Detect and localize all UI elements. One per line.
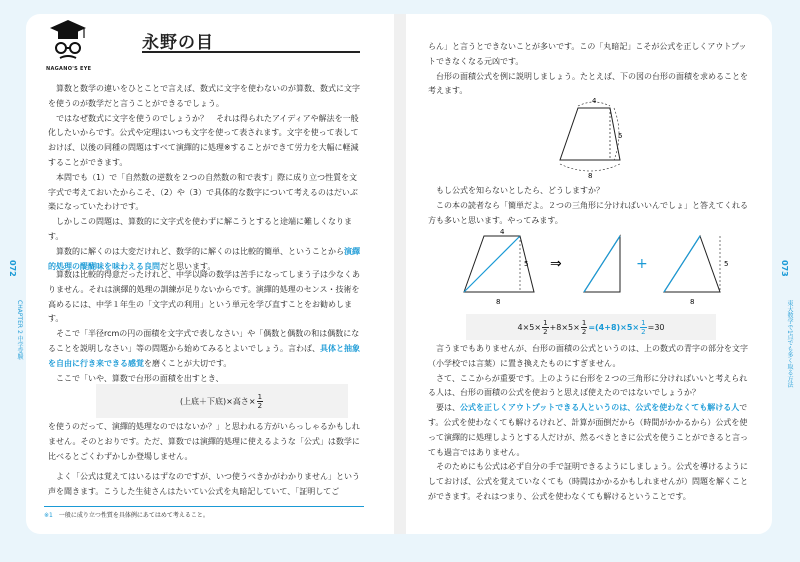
paragraph: ここで「いや、算数で台形の面積を出すとき、: [56, 373, 224, 383]
svg-text:5: 5: [524, 260, 529, 268]
svg-text:4: 4: [500, 228, 505, 236]
fraction-half-blue: $\frac{1}{2}$: [641, 318, 646, 336]
area-formula-box: [466, 314, 716, 340]
paragraph: もし公式を知らないとしたら、どうしますか？: [436, 186, 604, 195]
right-body-top: [428, 40, 754, 99]
paragraph: よく「公式は覚えてはいるはずなのですが、いつ使うべきかがわかりません」という声を聞きます。こうした生徒さんはたいてい公式を丸暗記していて、「証明してご: [48, 472, 360, 497]
svg-text:8: 8: [496, 298, 501, 306]
plus-icon: +: [636, 256, 648, 272]
formula-part: 4×5×: [517, 322, 542, 332]
trapezoid-split-figure: [454, 228, 754, 308]
svg-text:5: 5: [724, 260, 729, 268]
highlight-text: 演繹的処理の醍醐味を味わえる良問: [48, 246, 360, 271]
paragraph: を使うのだって、演繹的処理なのではないか？」と思われる方がいらっしゃるかもしれません。そのとおりです。ただ、算数では演繹的処理に使えるような「公式」は数学に比べるとごくわずかしか登場しません。: [48, 422, 360, 461]
graduation-cap-glasses-icon: [48, 18, 88, 68]
fraction-half: $\frac{1}{2}$: [257, 392, 263, 410]
figure-bottom-label: 8: [588, 172, 593, 180]
fraction-half: $\frac{1}{2}$: [543, 318, 548, 336]
trapezoid-formula-box: [96, 384, 348, 418]
paragraph: [428, 401, 754, 460]
paragraph: この本の読者なら「簡単だよ。２つの三角形に分ければいいんでしょ」と答えてくれる方も多いと思います。やってみます。: [428, 200, 748, 225]
left-page-number: 072: [8, 260, 17, 277]
right-chapter-tab: 東大数学で1点でも多く取る方法: [786, 300, 793, 388]
right-body-middle: [428, 184, 754, 228]
formula-text: (上底＋下底)×高さ×: [179, 396, 256, 406]
right-page-number: 073: [780, 260, 789, 277]
arrow-icon: ⇒: [550, 256, 562, 272]
paragraph: そのためにも公式は必ず自分の手で証明できるようにしましょう。公式を導けるようにしておけば、公式を覚えていなくても（時間はかかるかもしれませんが）問題を解くことができます。それはつまり、公式を使わなくても解けるということです。: [428, 462, 748, 501]
text-span: そこで「半径rcmの円の面積を文字式で表しなさい」や「偶数と偶数の和は偶数になることを説明しなさい」等の問題から始めてみるとよいでしょう。言わば、: [48, 329, 360, 353]
section-title: 永野の目: [142, 33, 214, 53]
paragraph: しかしこの問題は、算数的に文字式を使わずに解こうとすると途端に難しくなります。: [48, 217, 352, 241]
footnote-divider: [44, 506, 364, 507]
left-body-middle: [48, 268, 360, 386]
text-span: です。公式を使わなくても解けるけれど、計算が面倒だから（時間がかかるから）公式を使って演繹的に処理しようとする人だけが、然るべきときに公式を使うことができると言っても過言ではありません。: [428, 403, 748, 457]
left-chapter-tab: CHAPTER 2 中学受験: [16, 300, 23, 360]
footnote-text: 一般に成り立つ性質を具体例にあてはめて考えること。: [58, 512, 209, 519]
paragraph: さて、ここからが重要です。上のように台形を２つの三角形に分ければいいと考えられる人は、台形の面積の公式を使おうと思えば使えたのではないでしょうか？: [428, 373, 748, 398]
book-gutter: [394, 14, 406, 534]
text-span: 要は、: [436, 403, 460, 413]
fraction-half: $\frac{1}{2}$: [581, 318, 587, 336]
text-span: だと思います。: [160, 261, 216, 271]
title-underline: [142, 51, 360, 53]
text-span: 算数的に解くのは大変だけれど、数学的に解くのは比較的簡単、ということから: [56, 246, 344, 256]
paragraph: ではなぜ数式に文字を使うのでしょうか？ それは得られたアイディアや解法を一般化したいからです。公式や定理はいつも文字を使って表されます。文字を使って表しておけば、以後の同種の問題はすべて演繹的に処理※することができて労力を大幅に軽減することができます。: [48, 113, 359, 167]
left-body-top: [48, 82, 360, 274]
figure-top-label: 4: [592, 98, 597, 105]
footnote-mark: ※1: [44, 512, 53, 519]
formula-part: +8×5×: [549, 322, 580, 332]
highlight-text: 具体と抽象を自由に行き来できる感覚: [48, 343, 360, 368]
left-body-bottom: [48, 420, 360, 500]
highlight-text: 公式を正しくアウトプットできる人というのは、公式を使わなくても解ける人: [460, 403, 740, 413]
paragraph: 本問でも（1）で「自然数の逆数を２つの自然数の和で表す」際に成り立つ性質を文字式で考えておいたからこそ、（2）や（3）で具体的な数字について考えるのはだいぶ楽になっていたわけです。: [48, 172, 358, 212]
right-body-bottom: [428, 342, 754, 505]
footnote: [44, 510, 209, 519]
paragraph: らん」と言うとできないことが多いです。この「丸暗記」こそが公式を正しくアウトプットできなくなる元凶です。: [428, 42, 747, 66]
formula-part: =30: [647, 322, 665, 332]
trapezoid-figure: [548, 98, 668, 180]
paragraph: [48, 327, 360, 371]
paragraph: 算数は比較的得意だったけれど、中学以降の数学は苦手になってしまう子は少なくありません。それは演繹的処理の訓練が足りないからです。演繹的処理のセンス・技術を高めるには、中学１年生の「文字式の利用」という単元を学び直すことをお勧めします。: [48, 270, 360, 324]
paragraph: 言うまでもありませんが、台形の面積の公式というのは、上の数式の青字の部分を文字（小学校では言葉）に置き換えたものにすぎません。: [428, 344, 748, 368]
paragraph: 台形の面積公式を例に説明しましょう。たとえば、下の図の台形の面積を求めることを考えます。: [428, 71, 748, 96]
formula-blue-part: =(4+8)×5×: [588, 322, 640, 332]
logo-caption: NAGANO'S EYE: [46, 66, 92, 72]
svg-text:8: 8: [690, 298, 695, 306]
paragraph: 算数と数学の違いをひとことで言えば、数式に文字を使わないのが算数、数式に文字を使うのが数学だと言うことができるでしょう。: [48, 84, 360, 108]
figure-height-label: 5: [618, 132, 623, 140]
text-span: を磨くことが大切です。: [144, 358, 232, 368]
